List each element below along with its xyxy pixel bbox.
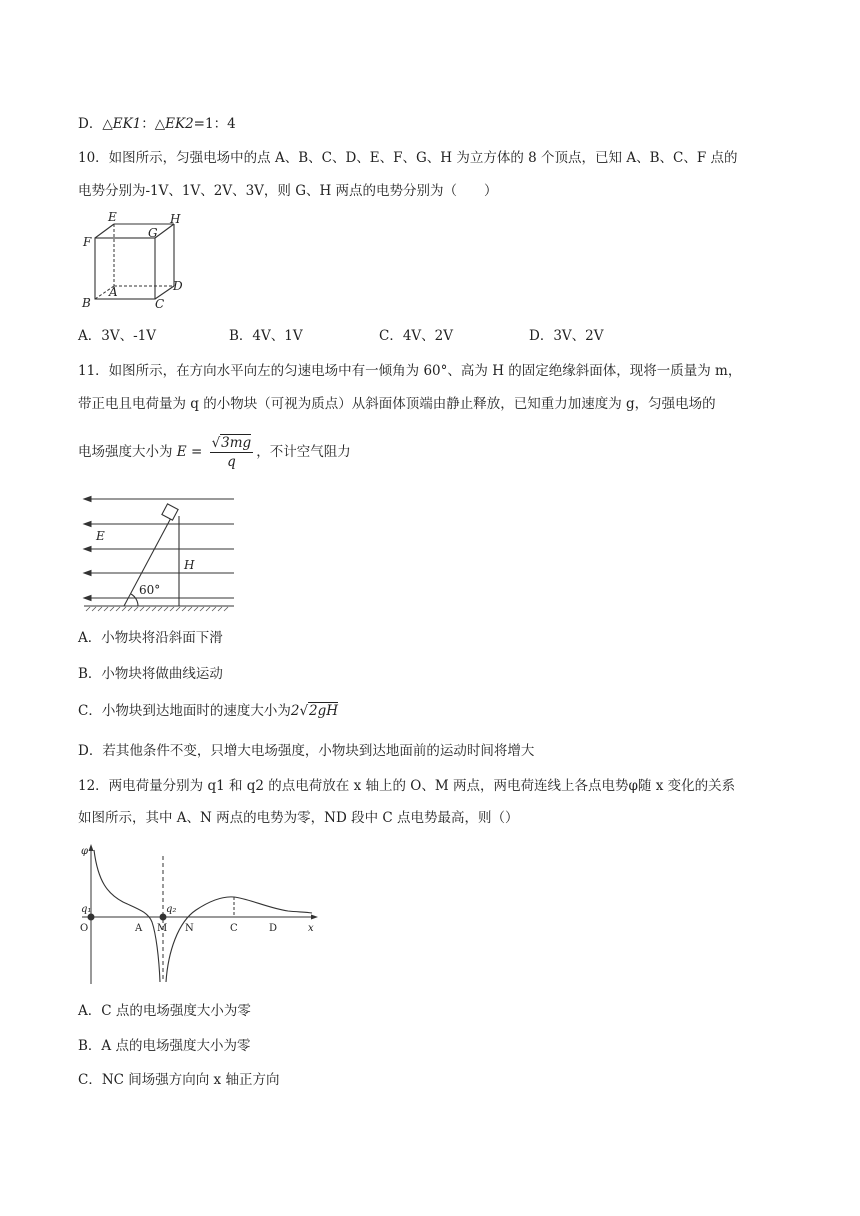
graph-label-o: O: [80, 923, 89, 934]
cube-label-f: F: [83, 235, 92, 249]
q10-option-a: A．3V、-1V: [78, 328, 156, 344]
graph-label-x: x: [308, 923, 314, 934]
q12-option-a: A．C 点的电场强度大小为零: [78, 1003, 251, 1019]
q10-option-d: D．3V、2V: [529, 328, 604, 344]
q11-incline-figure: [78, 490, 243, 614]
q10-stem-line2: 电势分别为-1V、1V、2V、3V，则 G、H 两点的电势分别为（ ）: [78, 183, 498, 199]
q9-option-d: D．△EK1：△EK2=1：4: [78, 116, 236, 132]
incline-label-h: H: [184, 558, 195, 572]
cube-label-c: C: [155, 297, 165, 311]
q11-stem-line1: 11．如图所示，在方向水平向左的匀速电场中有一倾角为 60°、高为 H 的固定绝缘斜面体，现将一质量为 m，: [78, 363, 742, 379]
q12-stem-line1: 12．两电荷量分别为 q1 和 q2 的点电荷放在 x 轴上的 O、M 两点，两电荷连线上各点电势φ随 x 变化的关系: [78, 778, 736, 794]
q10-cube-figure: [78, 208, 198, 312]
q12-stem-line2: 如图所示，其中 A、N 两点的电势为零，ND 段中 C 点电势最高，则（）: [78, 810, 519, 826]
cube-label-a: A: [109, 285, 118, 299]
q10-stem-line1: 10．如图所示，匀强电场中的点 A、B、C、D、E、F、G、H 为立方体的 8 个顶点，已知 A、B、C、F 点的: [78, 150, 738, 166]
cube-label-g: G: [148, 226, 158, 240]
graph-label-a: A: [135, 923, 143, 934]
graph-label-q2: q₂: [166, 904, 177, 915]
field-strength-formula: $\frac{√3mg}{q}$: [211, 435, 252, 470]
q11-option-b: B．小物块将做曲线运动: [78, 666, 223, 682]
cube-label-d: D: [173, 279, 183, 293]
graph-label-n: N: [185, 923, 194, 934]
q10-option-c: C．4V、2V: [379, 328, 454, 344]
q11-option-d: D．若其他条件不变，只增大电场强度，小物块到达地面前的运动时间将增大: [78, 743, 535, 759]
cube-label-b: B: [82, 296, 91, 310]
incline-label-e: E: [96, 529, 105, 543]
incline-label-angle: 60°: [139, 583, 161, 597]
formula-lhs: E =: [176, 444, 203, 460]
q11-stem-line2: 带正电且电荷量为 q 的小物块（可视为质点）从斜面体顶端由静止释放，已知重力加速度为 g，匀强电场的: [78, 396, 716, 412]
cube-front-face: [95, 238, 155, 299]
q12-option-b: B．A 点的电场强度大小为零: [78, 1038, 251, 1054]
graph-label-c: C: [230, 923, 238, 934]
graph-label-m: M: [157, 923, 168, 934]
q12-potential-graph: [78, 842, 323, 986]
q10-option-b: B．4V、1V: [229, 328, 303, 344]
graph-label-q1: q₁: [81, 904, 92, 915]
q11-option-a: A．小物块将沿斜面下滑: [78, 630, 223, 646]
q11-option-c: C．小物块到达地面时的速度大小为2√2gH: [78, 703, 339, 719]
graph-label-d: D: [269, 923, 278, 934]
q12-option-c: C．NC 间场强方向向 x 轴正方向: [78, 1072, 280, 1088]
graph-label-phi: φ: [81, 846, 89, 857]
cube-label-h: H: [170, 212, 181, 226]
cube-label-e: E: [108, 210, 117, 224]
q11-stem-line3: 电场强度大小为 E = $\frac{√3mg}{q}$ ，不计空气阻力: [78, 435, 351, 470]
